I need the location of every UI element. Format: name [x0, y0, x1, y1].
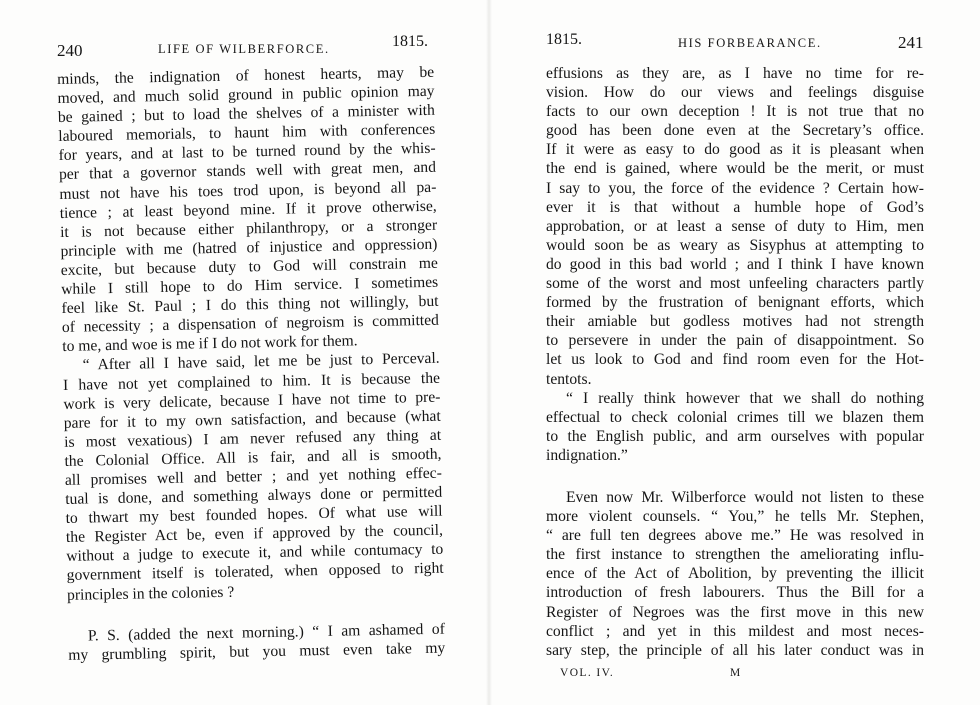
signature-volume: VOL. IV.	[560, 667, 615, 679]
text-line: tual is done, and something always done or permitted	[65, 483, 443, 508]
text-line: Register of Negroes was the first move in this new	[546, 603, 924, 621]
text-line: to persevere in under the pain of disappointment. So	[546, 332, 924, 350]
text-line: tentots.	[546, 370, 592, 388]
text-line: If it were as easy to do good as it is pleasant when	[546, 141, 924, 159]
text-line: tience ; at least beyond mine. If it prove otherwise,	[59, 197, 437, 222]
text-line: moved, and much solid ground in public opinion may	[57, 82, 435, 108]
text-line: per that a governor stands well with great men, and	[58, 159, 437, 184]
text-line: would soon be as weary as Sisyphus at attempting to	[546, 236, 924, 254]
text-line: the Register Act be, even if approved by the council,	[65, 521, 444, 547]
text-line: while I still hope to do Him service. I sometimes	[61, 273, 439, 298]
left-running-title: LIFE OF WILBERFORCE.	[158, 42, 330, 56]
right-page-number: 241	[898, 33, 924, 52]
text-line: for years, and at last to be turned round by the whis-	[58, 140, 436, 165]
text-line: it is not because either philanthropy, or a stronger	[59, 216, 438, 241]
text-line: must not have his toes trod upon, is beyond all pa-	[59, 178, 437, 203]
text-line: I say to you, the force of the evidence ? Certain how-	[546, 179, 924, 197]
text-line: minds, the indignation of honest hearts, may be	[57, 63, 435, 88]
text-line: feel like St. Paul ; I do this thing not willingly, but	[61, 292, 439, 318]
text-line: without a judge to execute it, and while contumacy to	[66, 541, 444, 566]
text-line: ence of the Act of Abolition, by preventing the illicit	[546, 565, 924, 583]
left-body-text	[57, 63, 445, 665]
text-line: “ After all I have said, let me be just to Perceval.	[82, 350, 440, 374]
text-line: I have not yet complained to him. It is because the	[62, 369, 441, 394]
text-line: formed by the frustration of benignant efforts, which	[546, 294, 924, 312]
right-body-text-2	[546, 488, 924, 660]
text-line: principle with me (hatred of injustice and oppression)	[60, 235, 438, 260]
signature-mark: M	[730, 667, 742, 679]
text-line: the Colonial Office. All is fair, and all is smooth,	[64, 445, 442, 470]
text-line: “ are full ten degrees above me.” He was resolved in	[546, 527, 924, 545]
text-line: approbation, or at least a sense of duty to Him, men	[546, 217, 924, 235]
text-line: ever it is that without a humble hope of God’s	[546, 198, 924, 216]
text-line: pare for it to my own satisfaction, and because (what	[63, 407, 441, 432]
right-running-title: HIS FORBEARANCE.	[678, 36, 822, 50]
text-line: let us look to God and find room even for the Hot-	[546, 351, 924, 369]
text-line: vision. How do our views and feelings disguise	[546, 84, 924, 102]
text-line: of necessity ; a dispensation of negroism is committed	[61, 311, 440, 337]
text-line: my grumbling spirit, but you must even take my	[68, 639, 446, 664]
text-line: their amiable but godless motives had not strength	[546, 313, 924, 331]
text-line: sary step, the principle of all his later conduct was in	[546, 641, 924, 659]
text-line: introduction of fresh labourers. Thus the Bill for a	[546, 584, 924, 602]
right-body-text	[546, 64, 924, 465]
text-line: excite, but because duty to God will constrain me	[60, 254, 438, 279]
text-line: is most vexatious) I am never refused any thing at	[63, 426, 442, 451]
text-line: to me, and woe is me if I do not work for them.	[62, 332, 358, 356]
left-year: 1815.	[392, 33, 428, 50]
right-year: 1815.	[546, 31, 582, 48]
text-line: some of the worst and most unfeeling characters partly	[546, 275, 924, 293]
text-line: indignation.”	[546, 446, 628, 464]
text-line: government itself is tolerated, when opposed to right	[66, 560, 444, 585]
text-line: to thwart my best founded hopes. Of what use will	[65, 502, 443, 528]
text-line: Even now Mr. Wilberforce would not listen to these	[566, 489, 924, 506]
text-line: work is very delicate, because I have not time to pre-	[63, 388, 441, 413]
text-line: the first instance to strengthen the ameliorating influ-	[546, 546, 924, 564]
text-line: the end is gained, where would be the merit, or must	[546, 160, 924, 178]
text-line: do good in this bad world ; and I think I have known	[546, 255, 924, 273]
text-line: principles in the colonies ?	[66, 583, 235, 604]
text-line: to the English public, and arm ourselves with popular	[546, 427, 924, 445]
left-page-number: 240	[57, 41, 83, 60]
text-line: effectual to check colonial crimes till we blazen them	[546, 408, 924, 426]
text-line: facts to our own deception ! It is not true that no	[546, 103, 924, 121]
text-line: good has been done even at the Secretary’s office.	[546, 122, 924, 140]
text-line: more violent counsels. “ You,” he tells Mr. Stephen,	[546, 508, 924, 526]
text-line: all promises well and better ; and yet nothing effec-	[64, 464, 442, 489]
text-line: effusions as they are, as I have no time for re-	[546, 65, 924, 82]
right-page	[490, 0, 980, 705]
text-line: “ I really think however that we shall do nothing	[566, 389, 924, 407]
text-line: be gained ; but to load the shelves of a minister with	[57, 101, 436, 127]
text-line: P. S. (added the next morning.) “ I am ashamed of	[87, 620, 445, 645]
text-line: laboured memorials, to haunt him with conferences	[58, 121, 436, 146]
text-line: conflict ; and yet in this mildest and most neces-	[546, 622, 924, 640]
